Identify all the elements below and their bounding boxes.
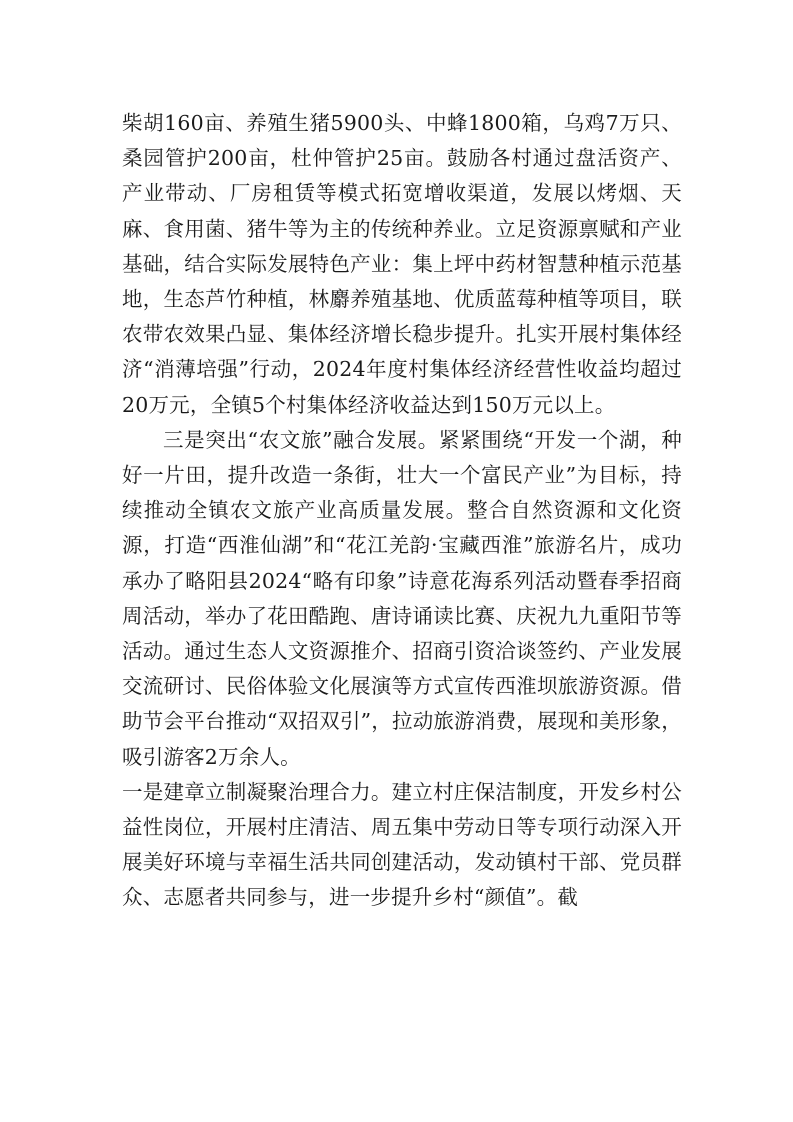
document-body [122, 106, 682, 916]
paragraph-rural-governance: 一是建章立制凝聚治理合力。建立村庄保洁制度，开发乡村公益性岗位，开展村庄清洁、周五集中劳动日等专项行动深入开展美好环境与幸福生活共同创建活动，发动镇村干部、党员群众、志愿者共同参与，进一步提升乡村“颜值”。截 [122, 779, 682, 910]
paragraph-tourism-development: 三是突出“农文旅”融合发展。紧紧围绕“开发一个湖，种好一片田，提升改造一条街，壮大一个富民产业”为目标，持续推动全镇农文旅产业高质量发展。整合自然资源和文化资源，打造“西淮仙湖”和“花江羌韵·宝藏西淮”旅游名片，成功承办了略阳县2024“略有印象”诗意花海系列活动暨春季招商周活动，举办了花田酷跑、唐诗诵读比赛、庆祝九九重阳节等活动。通过生态人文资源推介、招商引资洽谈签约、产业发展交流研讨、民俗体验文化展演等方式宣传西淮坝旅游资源。借助节会平台推动“双招双引”，拉动旅游消费，展现和美形象，吸引游客2万余人。 [122, 427, 682, 769]
paragraph-agriculture-income: 柴胡160亩、养殖生猪5900头、中蜂1800箱，乌鸡7万只、桑园管护200亩，杜仲管护25亩。鼓励各村通过盘活资产、产业带动、厂房租赁等模式拓宽增收渠道，发展以烤烟、天麻、食用菌、猪牛等为主的传统种养业。立足资源禀赋和产业基础，结合实际发展特色产业：集上坪中药材智慧种植示范基地，生态芦竹种植，林麝养殖基地、优质蓝莓种植等项目，联农带农效果凸显、集体经济增长稳步提升。扎实开展村集体经济“消薄培强”行动，2024年度村集体经济经营性收益均超过20万元，全镇5个村集体经济收益达到150万元以上。 [122, 111, 682, 417]
